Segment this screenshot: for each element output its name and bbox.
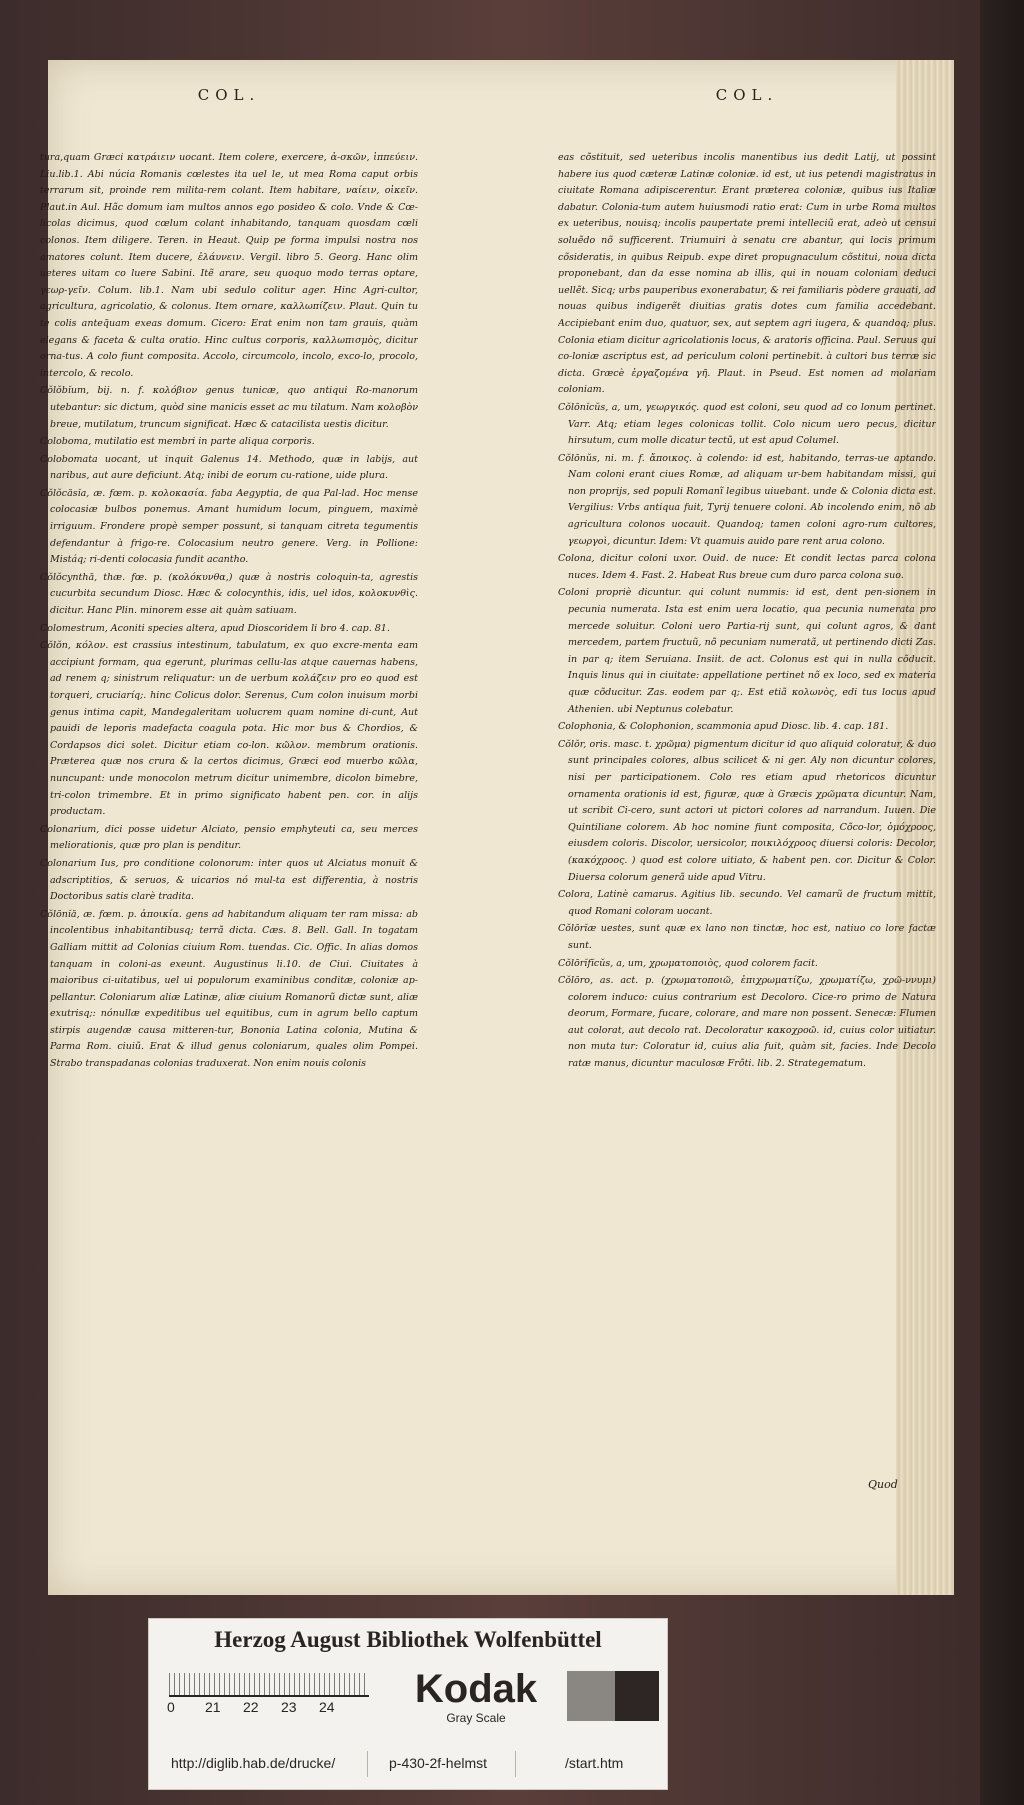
dictionary-entry: Cŏlŏbĭum, bij. n. f. κολόβιον genus tunicæ, quo antiqui Ro-manorum utebantur: sic dictum, quòd sine manicis esset ac mu tilatum. Nam κολοβὸν breue, mutilatum, truncum significat. Hæc & catacilista uestis dicitur. [40,385,418,430]
column-header-left: COL. [197,86,261,104]
separator [367,1751,368,1777]
dictionary-entry: Colobomata uocant, ut inquit Galenus 14. Methodo, quæ in labijs, aut naribus, aut aure deficiunt. Atq; inibi de eorum cu-ratione, uide plura. [40,453,418,482]
ruler-scale [167,1699,377,1715]
dictionary-entry: Cŏlŏn, κόλον. est crassius intestinum, tabulatum, ex quo excre-menta eam accipiunt formam, qua egerunt, plurimas cellu-las atque cauernas habens, ad renem q; sinistrum reliquatur: un de uerbum κολάζειν pro eo quod est torqueri, cruciaríq;. hinc Colicus dolor. Serenus, Cum colon inuisum morbi genus intima capit, Mandegaleritam uolucrem quam nomine di-cunt, Aut pauidi de leporis madefacta coagula pota. Hic mor bus & Chordios, & Cordapsos dici solet. Dicitur etiam co-lon. κῶλον. membrum orationis. Præterea quæ nos crura & la certos dicimus, Græci eod muerbo κῶλα, nuncupant: unde monocolon metrum dicitur unimembre, dicolon bimebre, tri-colon trimembre. Et in primo significato habent pen. cor. in alijs productam. [40,640,418,818]
ruler-number: 24 [319,1699,335,1715]
dictionary-entry: tura,quam Græci κατράιειν uocant. Item colere, exercere, ἀ-σκῶν, ἱππεύειν. Liu.lib.1. Abi núcia Romanis cœlestes ita uel le, ut mea Roma caput orbis terrarum sit, proinde rem milita-rem colant. Item habitare, ναίειν, οἰκεῖν. Plaut.in Aul. Hãc domum iam multos annos ego posideo & colo. Vnde & Cœ-licolas dicimus, quod cœlum colant inhabitando, tanquam quosdam cœli colonos. Item diligere. Teren. in Heaut. Quip pe forma impulsi nostra nos amatores colunt. Item ducere, ἐλάυνειν. Vergil. libro 5. Georg. Hanc olim ueteres uitam co luere Sabini. Itẽ arare, seu quoquo modo terras optare, γεωρ-γεῖν. Colum. lib.1. Nam ubi sedulo colitur ager. Hinc Agri-cultor, agricultura, agricolatio, & colonus. Item ornare, καλλωπίζειν. Plaut. Quin tu te colis anteq̃uam exeas domum. Cicero: Erat enim non tam grauis, quàm elegans & faceta & culta oratio. Hinc cultus corporis, καλλωπισμὸς, dicitur orna-tus. A colo fiunt composita. Accolo, circumcolo, incolo, exco-lo, procolo, intercolo, & recolo. [40,152,418,379]
dictionary-entry: Cŏlōnĭcŭs, a, um, γεωργικός. quod est coloni, seu quod ad co lonum pertinet. Varr. Atq; etiam leges colonicas tollit. Colo nicum uero pecus, dicitur hirsutum, cum molle dicatur tectũ, ut est apud Columel. [558,401,936,447]
dictionary-entry: Colophonia, & Colophonion, scammonia apud Diosc. lib. 4. cap. 181. [558,721,889,733]
dictionary-entry: Coloboma, mutilatio est membri in parte aliqua corporis. [40,436,315,448]
dictionary-entry: eas cõstituit, sed ueteribus incolis manentibus ius dedit Latij, ut possint habere ius quod cæteræ Latinæ coloniæ. id est, ut ius petendi magistratus in ciuitate Romana adipiscerentur. Erant præterea coloniæ, quibus ius Italiæ dabatur. Colonia-tum autem huiusmodi ratio erat: Cum in urbe Roma multos ex ueteribus, nouisq; incolis paupertate premi intelleciũ erat, adeò ut censui soluẽdo nõ sufficerent. Triumuiri à senatu cre abantur, qui locis primum cõsideratis, in quibus Reipub. expe diret propugnaculum cõstitui, noua dicta proponebant, dan da esse nomina ab illis, qui in nouam coloniam deduci uellẽt. Sicq; urbs pauperibus exonerabatur, & rei familiaris pòdere grauati, ad nouas quibus indigerẽt diuitias gratis dotes cum familia accedebant. Accipiebant enim duo, quatuor, sex, aut septem agri iugera, & quandoq; plus. Colonia etiam dicitur agricolationis locus, & aratoris officina. Paul. Seruus qui co-loniæ ascriptus est, ad periculum coloni pertinebit. à cultori bus terræ sic dicta. Græcè ἐργαζομένα γῆ. Plaut. in Pseud. Est nomen ad molariam coloniam. [558,152,936,396]
dictionary-entry: Cŏlōrĭfĭcŭs, a, um, χρωματοποιὸς, quod colorem facit. [558,957,818,969]
dictionary-entry: Cŏlōnŭs, ni. m. f. ἄποικος. à colendo: id est, habitando, terras-ue aptando. Nam coloni erant ciues Romæ, ad aliquam ur-bem habitandam missi, qui non proprijs, sed populi Romanĩ legibus uiuebant. unde & Colonia dicta est. Vergilius: Vrbs antiqua fuit, Tyrij tenuere coloni. Ab incolendo enim, nõ ab agricultura colonos uocauit. Quandoq; tamen coloni agro-rum cultores, γεωργοὶ, dicuntur. Idem: Vt quamuis auido pare rent arua colono. [558,452,936,547]
ruler-number: 22 [243,1699,259,1715]
left-column [40,150,418,1600]
catchword: Quod [868,1478,898,1491]
card-footer [149,1749,667,1779]
dictionary-entry: Cŏlŏr, oris. masc. t. χρῶμα) pigmentum dicitur id quo aliquid coloratur, & duo sunt principales colores, albus scilicet & ni ger. Aly non dicuntur colores, nisi per participationem. Colo res etiam apud rhetoricos dicuntur ornamenta orationis id est, figuræ, quæ à Græcis χρῶματα dicuntur. Nam, ut scribit Ci-cero, sunt actori ut pictori colores ad narrandum. Iuuen. Die Quintiliane colorem. Ab hoc nomine fiunt composita, Cõco-lor, ὁμόχροος, eiusdem coloris. Discolor, uersicolor, ποικιλόχροος diuersi coloris: Decolor, (κακόχροος. ) quod est colore uitiato, & habent pen. cor. Dicitur & Color. Diuersa colorum generã uide apud Vitru. [558,738,936,883]
gray-patch-mid [567,1671,615,1721]
source-url: http://diglib.hab.de/drucke/ [171,1755,336,1771]
dictionary-entry: Colomestrum, Aconiti species altera, apud Dioscoridem li bro 4. cap. 81. [40,622,390,634]
shelfmark: p-430-2f-helmst [389,1755,488,1771]
dictionary-entry: Cŏlōrĭæ uestes, sunt quæ ex lano non tinctæ, hoc est, natiuo co lore factæ sunt. [558,923,936,951]
right-column [558,150,936,1600]
book-edge [980,0,1024,1805]
ruler-number: 23 [281,1699,297,1715]
column-header-right: COL. [715,86,779,104]
scan-target-card [148,1618,668,1790]
separator [515,1751,516,1777]
dictionary-entry: Coloni propriè dicuntur. qui colunt nummis: id est, dent pen-sionem in pecunia numerata. Ista est enim uera locatio, qua pecunia numerata pro mercede soluitur. Coloni uero Partia-rij sunt, qui colunt agros, & dant mercedem, partem fructuũ, nõ pecuniam numeratã, ut pertinendo dicti Zas. in par q; item Seruiana. Insiit. de act. Colonus est qui in nulla cõducit. Inquis linus qui in ciuitate: appellatione pertinet nõ ex loco, sed ex materia quæ cõducitur. Zas. eodem par q;. Est etiã κολωνὸς, edi tus locus apud Athenien. ubi Neptunus colebatur. [558,587,936,715]
dictionary-entry: Cŏlŏcynthă, thæ. fœ. p. (κολόκυνθα,) quæ à nostris coloquin-ta, agrestis cucurbita secundum Diosc. Hæc & colocynthis, idis, uel idos, κολοκυνθὶς. dicitur. Hanc Plin. minorem esse ait quàm satiuam. [40,571,418,617]
measurement-ruler [169,1673,369,1697]
dictionary-entry: Colonarium, dici posse uidetur Alciato, pensio emphyteuti ca, seu merces meliorationis, quæ pro plan is penditur. [40,823,418,852]
dictionary-entry: Colona, dicitur coloni uxor. Ouid. de nuce: Et condit lectas parca colona nuces. Idem 4. Fast. 2. Habeat Rus breue cum duro parca colona suo. [558,553,936,581]
dictionary-entry: Cŏlōnĭă, æ. fœm. p. ἀποικία. gens ad habitandum aliquam ter ram missa: ab incolentibus inhabitantibusq; terrã dicta. Cæs. 8. Bell. Gall. In togatam Galliam mittit ad Colonias ciuium Rom. tuendas. Cic. Offic. In alias domos tanquam in coloni-as exeunt. Augustinus li.10. de Ciui. Ciuitates à maioribus ci-uitatibus, uel ui populorum examinibus conditæ, coloniæ ap-pellantur. Coloniarum aliæ Latinæ, aliæ ciuium Romanorũ dictæ sunt, aliæ exutrisq;: nónullæ expeditibus uel equitibus, cum in agrum bello captum stirpis augendæ causa mitteren-tur, Bononia Latina colonia, Mutina & Parma Rom. ciuiũ. Erat & illud genus coloniarum, quales olim Pompei. Strabo transpadanas colonias traduxerat. Non enim nouis colonis [40,908,418,1070]
start-path: /start.htm [565,1755,624,1771]
library-title: Herzog August Bibliothek Wolfenbüttel [214,1627,602,1652]
dictionary-entry: Colora, Latinè camarus. Agitius lib. secundo. Vel camarũ de fructum mittit, quod Romani coloram uocant. [558,889,936,917]
ruler-number: 21 [205,1699,221,1715]
ruler-number: 0 [167,1699,175,1715]
kodak-logo: Kodak [414,1667,538,1711]
dictionary-entry: Colonarium Ius, pro conditione colonorum: inter quos ut Alciatus monuit & adscriptitios, & seruos, & uicarios nó mul-ta est differentia, à nostris Doctoribus satis clarè tradita. [40,857,418,903]
gray-scale-label: Gray Scale [446,1711,506,1725]
dictionary-entry: Cŏlŏcăsĭa, æ. fœm. p. κολοκασία. faba Aegyptia, de qua Pal-lad. Hoc mense colocasiæ bulbos ponemus. Amant humidum locum, pinguem, maximè irriguum. Frondere propè semper possunt, si tanquam citreta tegumentis defendantur à frigo-re. Colocasium neutro genere. Verg. in Pollione: Mistáq; ri-denti colocasia fundit acantho. [40,487,418,566]
gray-patch-dark [615,1671,659,1721]
dictionary-entry: Cŏlōro, as. act. p. (χρωματοποιῶ, ἐπιχρωματίζω, χρωματίζω, χρῶ-ννυμι) colorem induco: cuius contrarium est Decoloro. Cice-ro primo de Natura deorum, Formare, fucare, colorare, and mare non possent. Senecæ: Flumen aut colorat, aut decolo rat. Decoloratur κακοχροῶ. id, cuius color uitiatur. non muta tur: Coloratur id, cuius alia fuit, quàm sit, facies. Inde Decolo ratæ manus, dicuntur maculosæ Frõti. lib. 2. Strategematum. [558,975,936,1070]
